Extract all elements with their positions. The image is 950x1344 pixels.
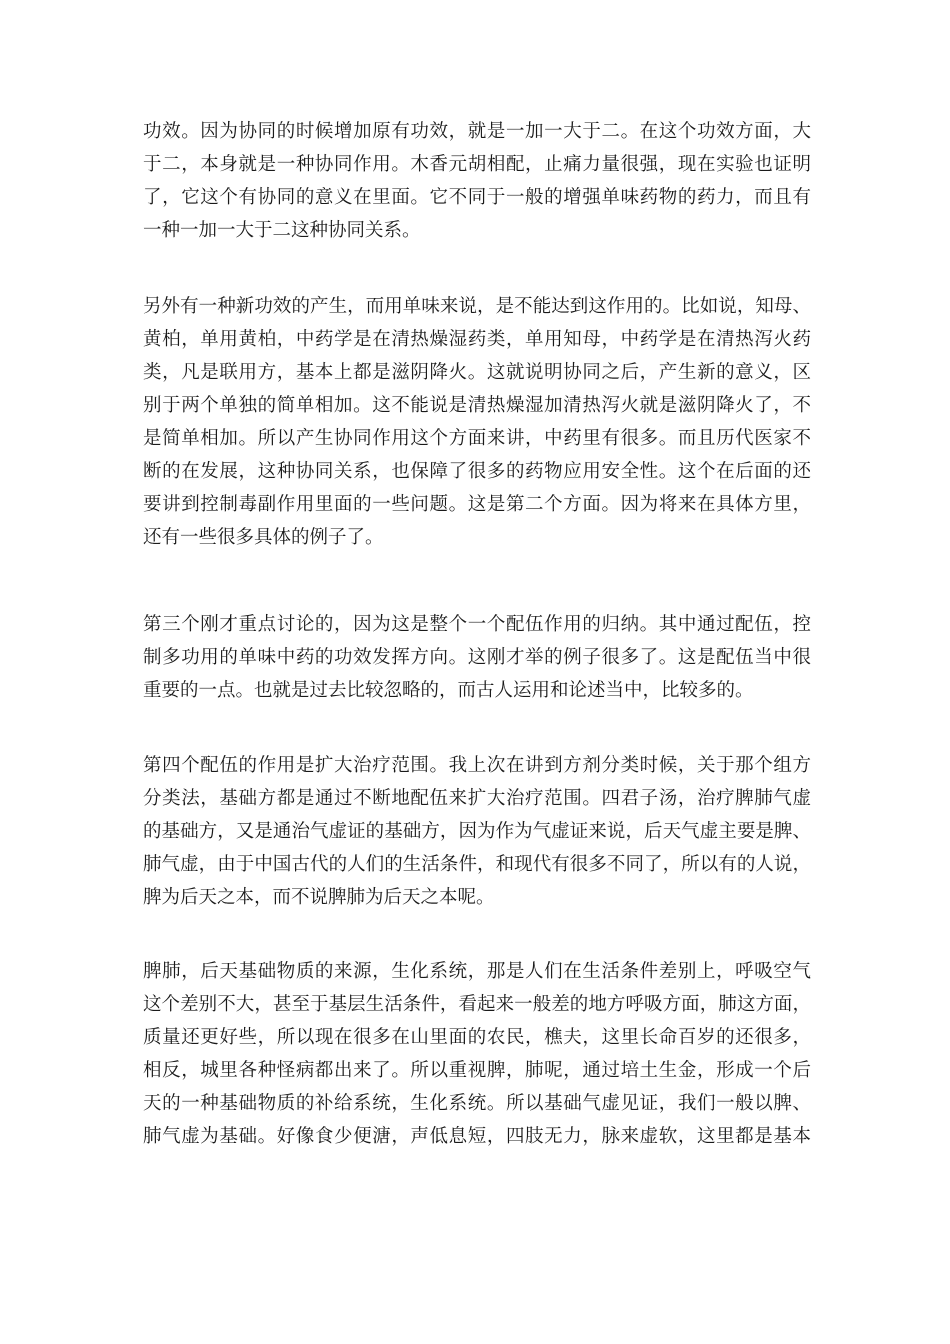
text-line: 于二，本身就是一种协同作用。木香元胡相配，止痛力量很强，现在实验也证明 (143, 154, 811, 175)
text-line: 要讲到控制毒副作用里面的一些问题。这是第二个方面。因为将来在具体方里， (143, 494, 811, 515)
text-line: 分类法，基础方都是通过不断地配伍来扩大治疗范围。四君子汤，治疗脾肺气虚 (143, 788, 811, 809)
paragraph-4 (143, 749, 811, 914)
paragraph-5 (143, 955, 811, 1153)
text-line: 别于两个单独的简单相加。这不能说是清热燥湿加清热泻火就是滋阴降火了，不 (143, 395, 811, 416)
text-line: 功效。因为协同的时候增加原有功效，就是一加一大于二。在这个功效方面，大 (143, 121, 811, 142)
text-line: 了，它这个有协同的意义在里面。它不同于一般的增强单味药物的药力，而且有 (143, 187, 811, 208)
text-line: 第三个刚才重点讨论的，因为这是整个一个配伍作用的归纳。其中通过配伍，控 (143, 614, 811, 635)
paragraph-3 (143, 608, 811, 707)
text-line: 天的一种基础物质的补给系统，生化系统。所以基础气虚见证，我们一般以脾、 (143, 1093, 811, 1114)
text-line: 的基础方，又是通治气虚证的基础方，因为作为气虚证来说，后天气虚主要是脾、 (143, 821, 811, 842)
text-line: 肺气虚，由于中国古代的人们的生活条件，和现代有很多不同了，所以有的人说， (143, 854, 811, 875)
text-line: 肺气虚为基础。好像食少便溏，声低息短，四肢无力，脉来虚软，这里都是基本 (143, 1126, 811, 1147)
text-line: 断的在发展，这种协同关系，也保障了很多的药物应用安全性。这个在后面的还 (143, 461, 811, 482)
text-line: 还有一些很多具体的例子了。 (143, 527, 384, 548)
text-line: 是简单相加。所以产生协同作用这个方面来讲，中药里有很多。而且历代医家不 (143, 428, 811, 449)
text-line: 脾为后天之本，而不说脾肺为后天之本呢。 (143, 887, 495, 908)
text-line: 黄柏，单用黄柏，中药学是在清热燥湿药类，单用知母，中药学是在清热泻火药 (143, 329, 811, 350)
text-line: 这个差别不大，甚至于基层生活条件，看起来一般差的地方呼吸方面，肺这方面， (143, 994, 811, 1015)
text-line: 制多功用的单味中药的功效发挥方向。这刚才举的例子很多了。这是配伍当中很 (143, 647, 811, 668)
paragraph-1 (143, 115, 811, 247)
text-line: 重要的一点。也就是过去比较忽略的，而古人运用和论述当中，比较多的。 (143, 680, 754, 701)
text-line: 类，凡是联用方，基本上都是滋阴降火。这就说明协同之后，产生新的意义，区 (143, 362, 811, 383)
paragraph-2 (143, 290, 811, 554)
text-line: 第四个配伍的作用是扩大治疗范围。我上次在讲到方剂分类时候，关于那个组方 (143, 755, 811, 776)
text-line: 脾肺，后天基础物质的来源，生化系统，那是人们在生活条件差别上，呼吸空气 (143, 961, 811, 982)
text-line: 质量还更好些，所以现在很多在山里面的农民，樵夫，这里长命百岁的还很多， (143, 1027, 811, 1048)
text-line: 相反，城里各种怪病都出来了。所以重视脾，肺呢，通过培土生金，形成一个后 (143, 1060, 811, 1081)
text-line: 一种一加一大于二这种协同关系。 (143, 220, 421, 241)
text-line: 另外有一种新功效的产生，而用单味来说，是不能达到这作用的。比如说，知母、 (143, 296, 811, 317)
